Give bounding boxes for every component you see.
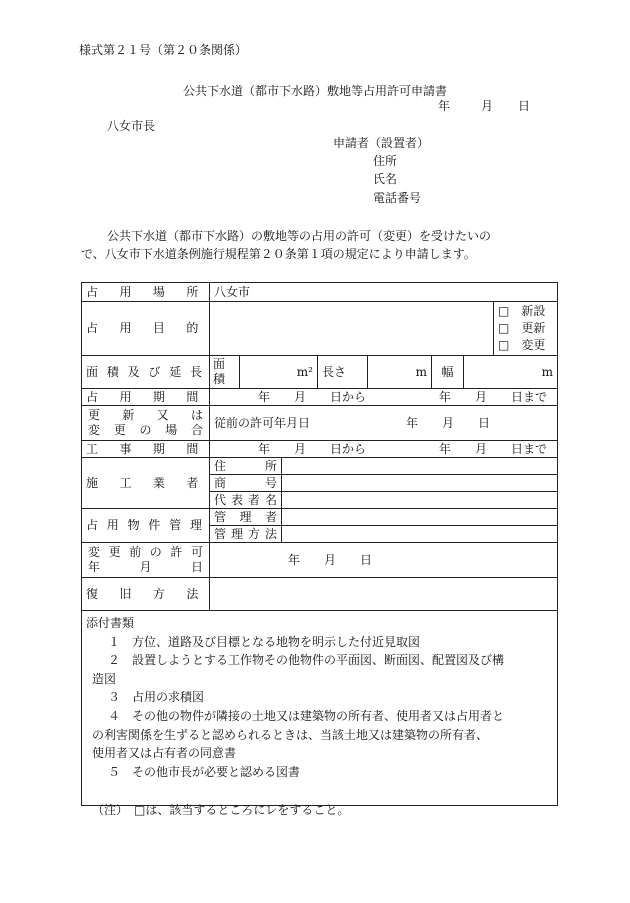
attachment-2: ２ 設置しようとする工作物その他物件の平面図、断面図、配置図及び構 [108,653,505,668]
contractor-address-label: 住所 [210,458,282,475]
manager-value[interactable] [282,509,558,526]
applicant-address: 住所 [373,154,398,168]
checkbox-new[interactable]: □ 新設 [498,304,546,318]
attachment-1: １ 方位、道路及び目標となる地物を明示した付近見取図 [108,634,421,649]
renew-label [82,406,210,441]
addressee: 八女市長 [107,119,156,133]
applicant-name: 氏名 [373,172,398,186]
restore-label: 復旧方法 [82,578,210,611]
attachment-4: ４ その他の物件が隣接の土地又は建築物の所有者、使用者又は占用者と [108,708,505,723]
purpose-options [494,302,558,356]
method-value[interactable] [282,526,558,543]
contractor-rep-value[interactable] [282,492,558,509]
date-month: 月 [481,99,494,113]
period-value[interactable] [210,389,558,406]
work-period-value[interactable] [210,441,558,458]
area-sub-label: 面積 [210,356,240,389]
applicant-label: 申請者（設置者） [333,136,430,150]
location-value[interactable]: 八女市 [210,283,558,302]
document-title: 公共下水道（都市下水路）敷地等占用許可申請書 [182,84,447,98]
period-from: 年 月 日から [258,389,367,404]
prev-permit-label [82,543,210,578]
intro-line-2: で、八女市下水道条例施行規程第２０条第１項の規定により申請します。 [81,247,476,261]
purpose-value[interactable] [210,302,494,356]
intro-line-1: 公共下水道（都市下水路）の敷地等の占用の許可（変更）を受けたいの [107,229,492,243]
length-label: 長さ [318,356,368,389]
attachment-3: ３ 占用の求積図 [108,690,205,705]
area-value[interactable] [240,356,318,389]
unit-m2: m² [296,364,313,379]
application-form-table [81,282,558,806]
prev-permit-date: 年 月 日 [288,552,373,567]
purpose-label: 占用目的 [82,302,210,356]
applicant-phone: 電話番号 [373,191,422,205]
width-label: 幅 [432,356,464,389]
period-to: 年 月 日まで [439,389,548,404]
unit-m-width: m [541,364,554,379]
attachments-title: 添付書類 [86,616,135,630]
attachment-2-cont: 造図 [92,671,117,686]
checkbox-renew[interactable]: □ 更新 [498,321,546,335]
work-to: 年 月 日まで [439,441,548,456]
prev-permit-line-2: 年月日 [88,560,203,574]
contractor-address-value[interactable] [282,458,558,475]
attachment-5: ５ その他市長が必要と認める図書 [108,764,301,779]
renew-value[interactable] [210,406,558,441]
renew-label-line-1: 更新又は [88,408,203,422]
attachment-4-cont-1: の利害関係を生ずると認められるときは、当該土地又は建築物の所有者、 [92,727,489,742]
date-day: 日 [518,99,531,113]
contractor-company-label: 商号 [210,475,282,492]
prev-permit-line-1: 変更前の許可 [88,545,203,559]
width-value[interactable] [464,356,558,389]
work-from: 年 月 日から [258,441,367,456]
contractor-rep-label: 代表者名 [210,492,282,509]
contractor-company-value[interactable] [282,475,558,492]
attachment-4-cont-2: 使用者又は占有者の同意書 [92,746,237,761]
date-year: 年 [438,99,451,113]
renew-label-line-2: 変更の場合 [88,423,203,437]
prev-permit-value[interactable] [210,543,558,578]
restore-value[interactable] [210,578,558,611]
method-label: 管理方法 [210,526,282,543]
management-label: 占用物件管理 [82,509,210,543]
prev-date-label: 従前の許可年月日 [214,415,311,430]
work-period-label: 工事期間 [82,441,210,458]
length-value[interactable] [368,356,432,389]
prev-date-value: 年 月 日 [406,415,491,430]
unit-m: m [415,364,427,379]
checkbox-change[interactable]: □ 変更 [498,338,546,352]
manager-label: 管理者 [210,509,282,526]
contractor-label: 施工業者 [82,458,210,509]
attachments-section [82,611,558,806]
period-label: 占用期間 [82,389,210,406]
location-label: 占用場所 [82,283,210,302]
footnote: （注） □は、該当するところにレをすること。 [92,803,350,817]
form-number: 様式第２１号（第２０条関係） [79,43,248,57]
area-label: 面積及び延長 [82,356,210,389]
